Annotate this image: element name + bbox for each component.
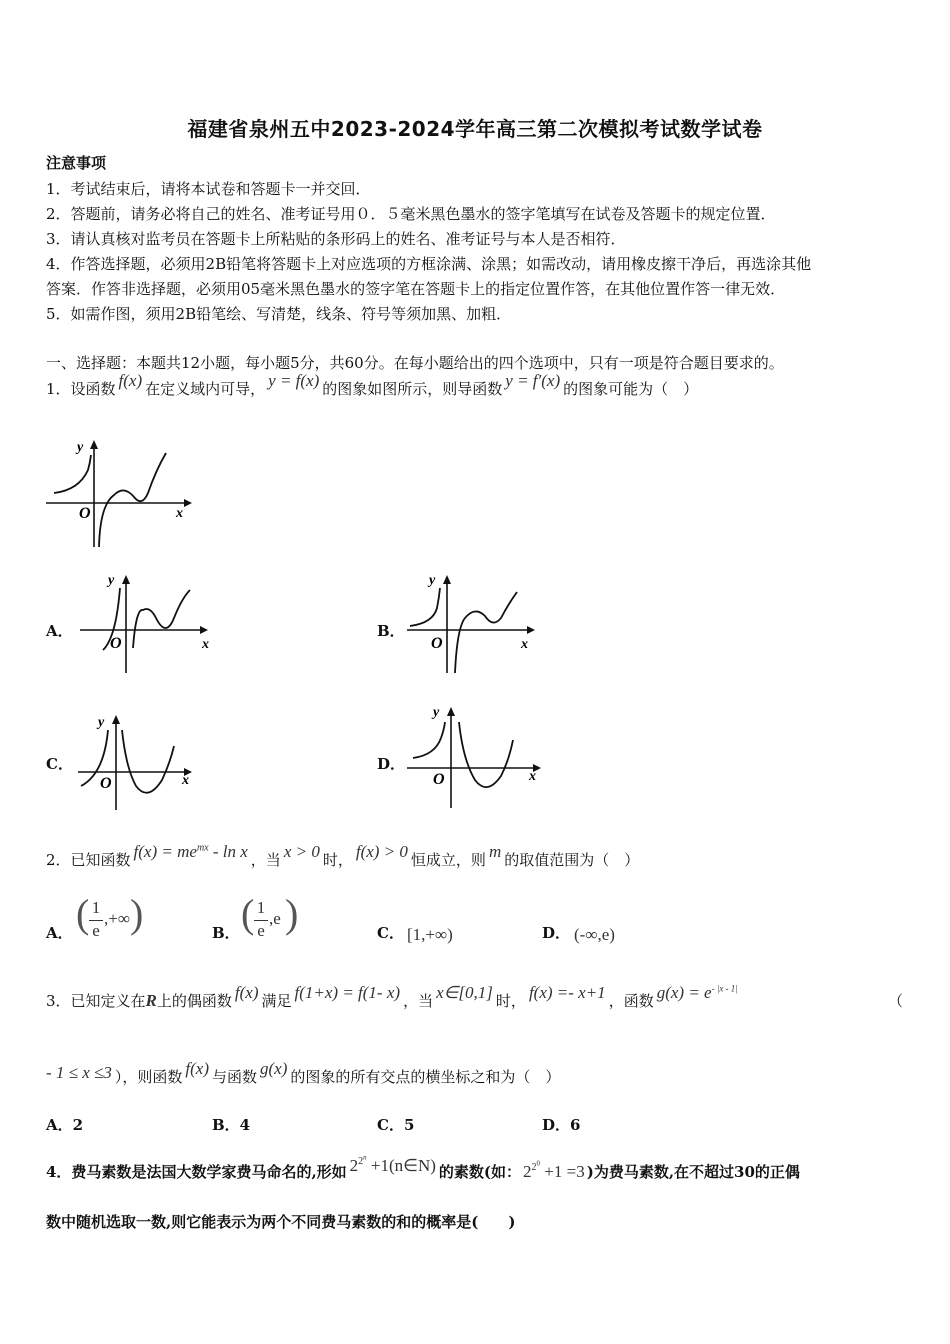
x-axis-label: x — [521, 637, 528, 652]
q3-math-gx-2: g(x) — [260, 1059, 288, 1078]
q4-math-exp-exp: n — [363, 1154, 367, 1162]
question-3-stem-line2 — [46, 1059, 561, 1087]
q3-option-d[interactable]: D．6 — [542, 1116, 581, 1134]
q1-math-derivative: y = f′(x) — [505, 371, 561, 390]
q4-math-example — [523, 1162, 585, 1181]
q3-math-fx: f(x) — [234, 983, 259, 1002]
q3-math-gx-def — [657, 983, 738, 1002]
q2-math-function — [134, 842, 248, 861]
curve-left — [410, 588, 440, 626]
question-3-stem-line1 — [46, 983, 741, 1011]
q2-text-1: 2．已知函数 — [46, 851, 131, 869]
q3-text-9: 与函数 — [211, 1068, 257, 1086]
q4-math-exp: 2 — [358, 1156, 364, 1168]
q3-text-6: ，函数 — [608, 992, 654, 1010]
q3-math-gx-exponent: - |x - 1| — [711, 983, 738, 994]
origin-label: O — [110, 635, 122, 652]
q1-option-b-label[interactable]: B． — [377, 622, 405, 640]
q2-math-fx-positive: f(x) > 0 — [355, 842, 408, 861]
q1-option-c-label[interactable]: C． — [46, 755, 73, 773]
y-axis-label: y — [429, 573, 436, 588]
notice-heading: 注意事项 — [46, 154, 107, 172]
y-axis-arrow — [112, 715, 120, 724]
notice-item-5: 5．如需作图，须用2B铅笔绘、写清楚，线条、符号等须加黑、加粗． — [46, 305, 512, 323]
notice-item-4: 4．作答选择题，必须用2B铅笔将答题卡上对应选项的方框涂满、涂黑；如需改动，请用橡皮擦干净后，再选涂其他 — [46, 255, 812, 273]
x-axis-label: x — [202, 637, 209, 652]
origin-label: O — [100, 775, 112, 792]
q4-math-rest: +1(n∈N) — [366, 1155, 436, 1175]
q2-math-fx-part: f(x) = me — [133, 842, 197, 861]
question-1-stem — [46, 371, 699, 399]
fraction-denominator: e — [92, 921, 100, 940]
curve-left — [54, 455, 91, 493]
y-axis-arrow — [443, 575, 451, 584]
q2-option-d-label[interactable]: D． — [542, 924, 571, 942]
q4-example-base: 2 — [523, 1161, 532, 1181]
q4-text-3: )为费马素数,在不超过30的正偶 — [586, 1162, 800, 1181]
q4-math-fermat-form — [350, 1156, 436, 1175]
y-axis-label: y — [98, 715, 105, 730]
origin-label: O — [79, 505, 91, 522]
q1-text-4: 的图象可能为（ ） — [563, 380, 699, 398]
q3-text-8: ），则函数 — [114, 1068, 183, 1086]
q3-math-symmetry: f(1+x) = f(1- x) — [294, 983, 401, 1002]
x-axis-arrow — [527, 626, 535, 634]
q3-math-fx-def: f(x) =- x+1 — [528, 983, 606, 1002]
q2-text-2: ，当 — [250, 851, 281, 869]
right-paren: ) — [130, 891, 144, 936]
x-axis-label: x — [529, 769, 536, 784]
q3-text-1: 3．已知定义在 — [46, 992, 146, 1010]
fraction-numerator: 1 — [256, 898, 266, 917]
q1-math-fx: f(x) — [118, 371, 143, 390]
q1-main-graph — [44, 435, 194, 550]
q4-example-exp-exp: 0 — [536, 1160, 541, 1168]
q1-text-2: 在定义域内可导， — [145, 380, 266, 398]
q3-math-interval: x∈[0,1] — [436, 983, 493, 1002]
q2-option-c-label[interactable]: C． — [377, 924, 404, 942]
q2-math-m: m — [488, 842, 502, 861]
left-paren: ( — [76, 891, 90, 936]
q2-option-a-label[interactable]: A． — [46, 924, 73, 942]
notice-item-1: 1．考试结束后，请将本试卷和答题卡一并交回． — [46, 180, 371, 198]
q1-option-b-graph[interactable] — [405, 568, 545, 678]
q2-math-ln-part: - ln x — [208, 842, 248, 861]
q2-text-5: 的取值范围为（ ） — [504, 851, 640, 869]
q2-option-d-value[interactable]: (-∞,e) — [574, 925, 615, 944]
q3-text-2: 上的偶函数 — [156, 992, 232, 1010]
curve-right — [99, 453, 166, 547]
curve-right — [133, 590, 190, 648]
origin-label: O — [431, 635, 443, 652]
q2-math-x-positive: x > 0 — [283, 842, 320, 861]
y-axis-arrow — [122, 575, 130, 584]
right-paren: ) — [285, 891, 299, 936]
question-2-stem — [46, 842, 640, 870]
q1-option-a-graph[interactable] — [78, 568, 218, 678]
question-4-stem-line2: 数中随机选取一数,则它能表示为两个不同费马素数的和的概率是( ) — [46, 1213, 516, 1231]
page-title: 福建省泉州五中2023-2024学年高三第二次模拟考试数学试卷 — [187, 117, 763, 141]
q2-math-exponent: mx — [196, 842, 209, 854]
curve-right — [122, 730, 174, 793]
q2-option-c-value[interactable]: [1,+∞) — [407, 925, 453, 944]
q2-option-b-label[interactable]: B． — [212, 924, 240, 942]
x-axis-arrow — [200, 626, 208, 634]
q1-option-c-graph[interactable] — [76, 708, 206, 813]
curve-right — [459, 722, 513, 787]
y-axis-arrow — [90, 440, 98, 449]
notice-item-2: 2．答题前，请务必将自己的姓名、准考证号用０．５毫米黑色墨水的签字笔填写在试卷及答题卡的规定位置． — [46, 205, 776, 223]
q3-math-R: R — [145, 991, 157, 1010]
q4-math-base: 2 — [349, 1155, 359, 1175]
y-axis-label: y — [108, 573, 115, 588]
q4-example-exp: 2 — [531, 1162, 537, 1174]
q3-text-7: （ — [888, 992, 904, 1010]
y-axis-arrow — [447, 707, 455, 716]
x-axis-arrow — [184, 499, 192, 507]
q3-text-5: 时， — [495, 992, 526, 1010]
q1-text-1: 1．设函数 — [46, 380, 116, 398]
q3-option-c[interactable]: C．5 — [377, 1116, 415, 1134]
q2-text-3: 时， — [322, 851, 353, 869]
question-4-stem-line1 — [46, 1154, 800, 1182]
q3-option-b[interactable]: B．4 — [212, 1116, 251, 1134]
q3-text-4: ，当 — [403, 992, 434, 1010]
q4-text-1: 4．费马素数是法国大数学家费马命名的,形如 — [46, 1162, 347, 1181]
q2-text-4: 恒成立，则 — [410, 851, 486, 869]
notice-item-4-cont: 答案．作答非选择题，必须用05毫米黑色墨水的签字笔在答题卡上的指定位置作答，在其他位置作答一律无效． — [46, 280, 786, 298]
fraction-denominator: e — [257, 921, 265, 940]
x-axis-label: x — [182, 773, 189, 788]
q3-text-10: 的图象的所有交点的横坐标之和为（ ） — [290, 1068, 561, 1086]
q1-math-y-fx: y = f(x) — [268, 371, 320, 390]
section-heading: 一、选择题：本题共12小题，每小题5分，共60分。在每小题给出的四个选项中，只有一项是符合题目要求的。 — [46, 354, 784, 372]
q1-text-3: 的图象如图所示，则导函数 — [322, 380, 503, 398]
q3-option-a[interactable]: A．2 — [46, 1116, 84, 1134]
q3-math-fx-2: f(x) — [185, 1059, 209, 1078]
x-axis-label: x — [176, 506, 183, 521]
curve-right — [455, 592, 517, 673]
interval-rest: ,e — [269, 909, 281, 928]
q3-text-3: 满足 — [261, 992, 292, 1010]
q1-option-d-label[interactable]: D． — [377, 755, 406, 773]
y-axis-label: y — [433, 705, 440, 720]
notice-item-3: 3．请认真核对监考员在答题卡上所粘贴的条形码上的姓名、准考证号与本人是否相符． — [46, 230, 626, 248]
q4-text-2: 的素数(如： — [438, 1162, 522, 1181]
q3-math-domain: - 1 ≤ x ≤3 — [46, 1063, 112, 1082]
curve-left — [413, 722, 445, 758]
q4-example-rest: +1 =3 — [540, 1161, 585, 1181]
interval-rest: ,+∞ — [104, 909, 130, 928]
y-axis-label: y — [77, 440, 84, 455]
origin-label: O — [433, 771, 445, 788]
q3-math-gx-base: g(x) = e — [656, 983, 712, 1002]
fraction-numerator: 1 — [91, 898, 101, 917]
left-paren: ( — [241, 891, 255, 936]
q1-option-d-graph[interactable] — [405, 700, 550, 815]
q1-option-a-label[interactable]: A． — [46, 622, 73, 640]
